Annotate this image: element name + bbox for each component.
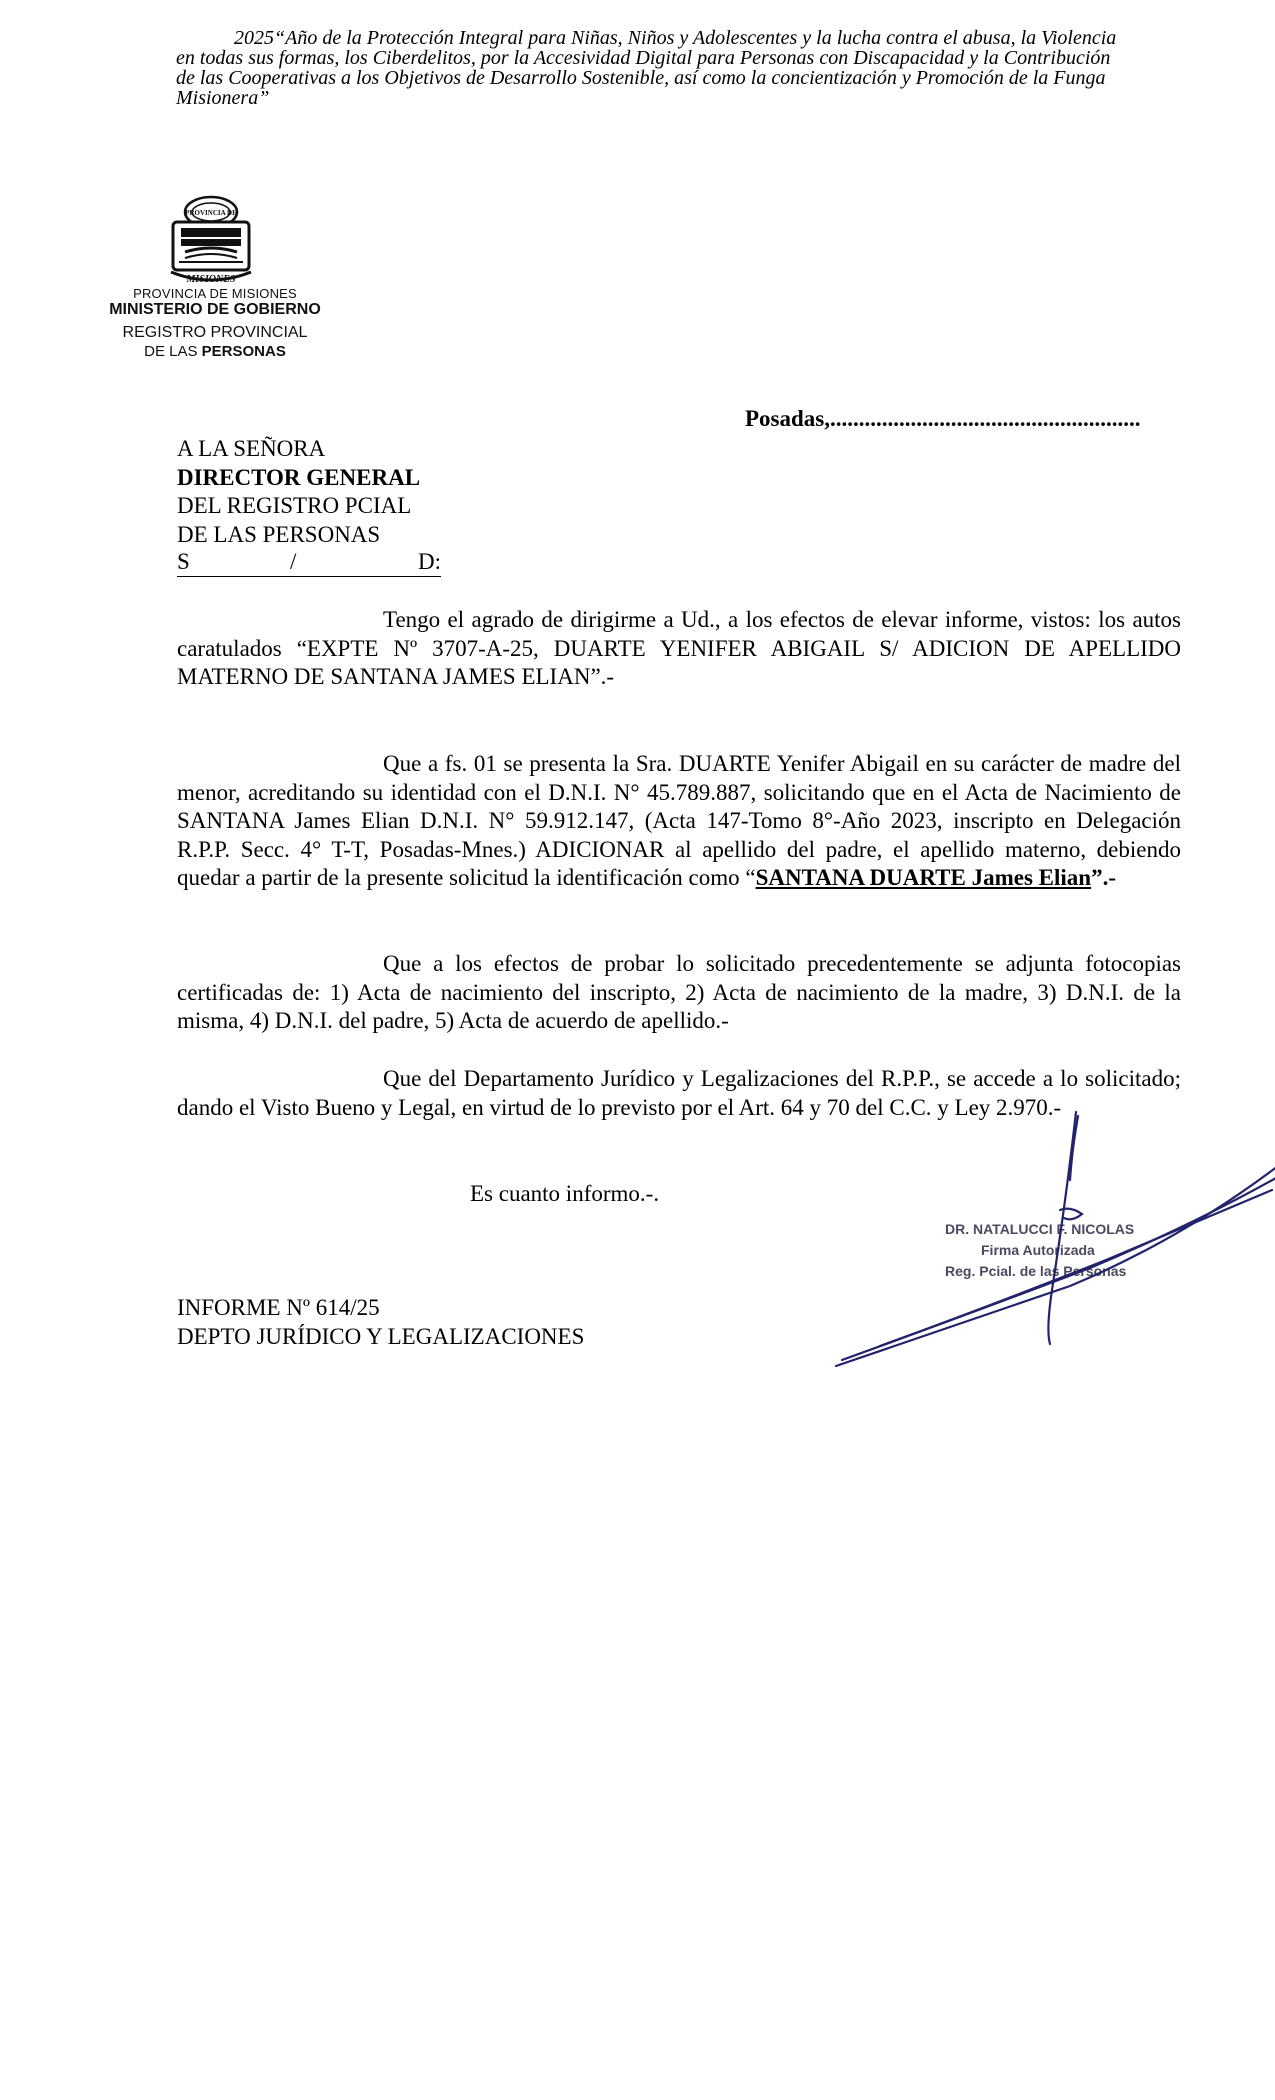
closing-text: Es cuanto informo.-. [470,1181,660,1206]
report-block [177,1294,584,1351]
organization-block [90,286,340,360]
paragraph-1 [177,606,1181,692]
motto-line-3: de las Cooperativas a los Objetivos de Desarrollo Sostenible, así como la concientización y Promoción de la Funga [176,67,1106,89]
paragraph-3 [177,950,1181,1036]
new-identification-name: SANTANA DUARTE James Elian [755,865,1092,890]
org-registry: REGISTRO PROVINCIAL [122,324,308,341]
seal-text-top: PROVINCIA DE [185,209,237,217]
addressee-line-4: DE LAS PERSONAS [177,521,381,547]
paragraph-2-end: ”.- [1091,865,1117,890]
addressee-line-1: A LA SEÑORA [177,436,326,461]
addressee-line-2: DIRECTOR GENERAL [177,464,421,490]
date-line: Posadas,...................................................... [745,406,1141,431]
report-department: DEPTO JURÍDICO Y LEGALIZACIONES [177,1323,585,1349]
paragraph-4-text: Que del Departamento Jurídico y Legalizaciones del R.P.P., se accede a lo solicitado; dando el Visto Bueno y Legal, en virtud de lo previsto por el Art. 64 y 70 del C.C. y Ley 2.970.- [177,1066,1181,1120]
addressee-block [177,435,441,577]
addressee-line-3: DEL REGISTRO PCIAL [177,493,412,518]
stamp-role: Firma Autorizada [981,1242,1095,1258]
org-ministry: MINISTERIO DE GOBIERNO [109,301,321,318]
org-persons [90,343,340,360]
motto-line-4: Misionera” [176,87,270,109]
sd-s: S [177,549,190,574]
handwritten-signature [820,1110,1275,1380]
paragraph-2 [177,750,1181,893]
org-province: PROVINCIA DE MISIONES [133,286,297,301]
motto-line-2: en todas sus formas, los Ciberdelitos, por la Accesividad Digital para Personas con Discapacidad y la Contribución [176,47,1111,69]
motto-year: 2025 [234,27,274,49]
motto-line-1: “Año de la Protección Integral para Niñas, Niños y Adolescentes y la lucha contra el abusa, la Violencia [274,27,1117,49]
report-number: INFORME Nº 614/25 [177,1295,380,1320]
paragraph-3-text: Que a los efectos de probar lo solicitado precedentemente se adjunta fotocopias certificadas de: 1) Acta de nacimiento del inscripto, 2) Acta de nacimiento de la madre, 3) D.N.I. de la misma, 4) D.N.I. del padre, 5) Acta de acuerdo de apellido.- [177,951,1181,1033]
provincial-seal-icon [165,192,257,288]
sd-slash: / [290,549,297,574]
seal-text-bottom: MISIONES [186,274,236,285]
header-motto [176,28,1156,108]
sd-d: D: [418,549,441,574]
paragraph-2-text: Que a fs. 01 se presenta la Sra. DUARTE Yenifer Abigail en su carácter de madre del menor, acreditando su identidad con el D.N.I. N° 45.789.887, solicitando que en el Acta de Nacimiento de SANTANA James Elian D.N.I. N° 59.912.147, (Acta 147-Tomo 8°-Año 2023, inscripto en Delegación R.P.P. Secc. 4° T-T, Posadas-Mnes.) ADICIONAR al apellido del padre, el apellido materno, debiendo quedar a partir de la presente solicitud la identificación como “ [177,751,1181,890]
paragraph-1-text: Tengo el agrado de dirigirme a Ud., a los efectos de elevar informe, vistos: los autos caratulados “EXPTE Nº 3707-A-25, DUARTE YENIFER ABIGAIL S/ ADICION DE APELLIDO MATERNO DE SANTANA JAMES ELIAN”.- [177,607,1181,689]
org-persons-prefix: DE LAS [144,343,202,360]
org-persons-word: PERSONAS [201,343,286,360]
sd-line [177,549,441,577]
stamp-name: DR. NATALUCCI F. NICOLAS [945,1221,1135,1237]
stamp-office: Reg. Pcial. de las Personas [945,1263,1127,1279]
